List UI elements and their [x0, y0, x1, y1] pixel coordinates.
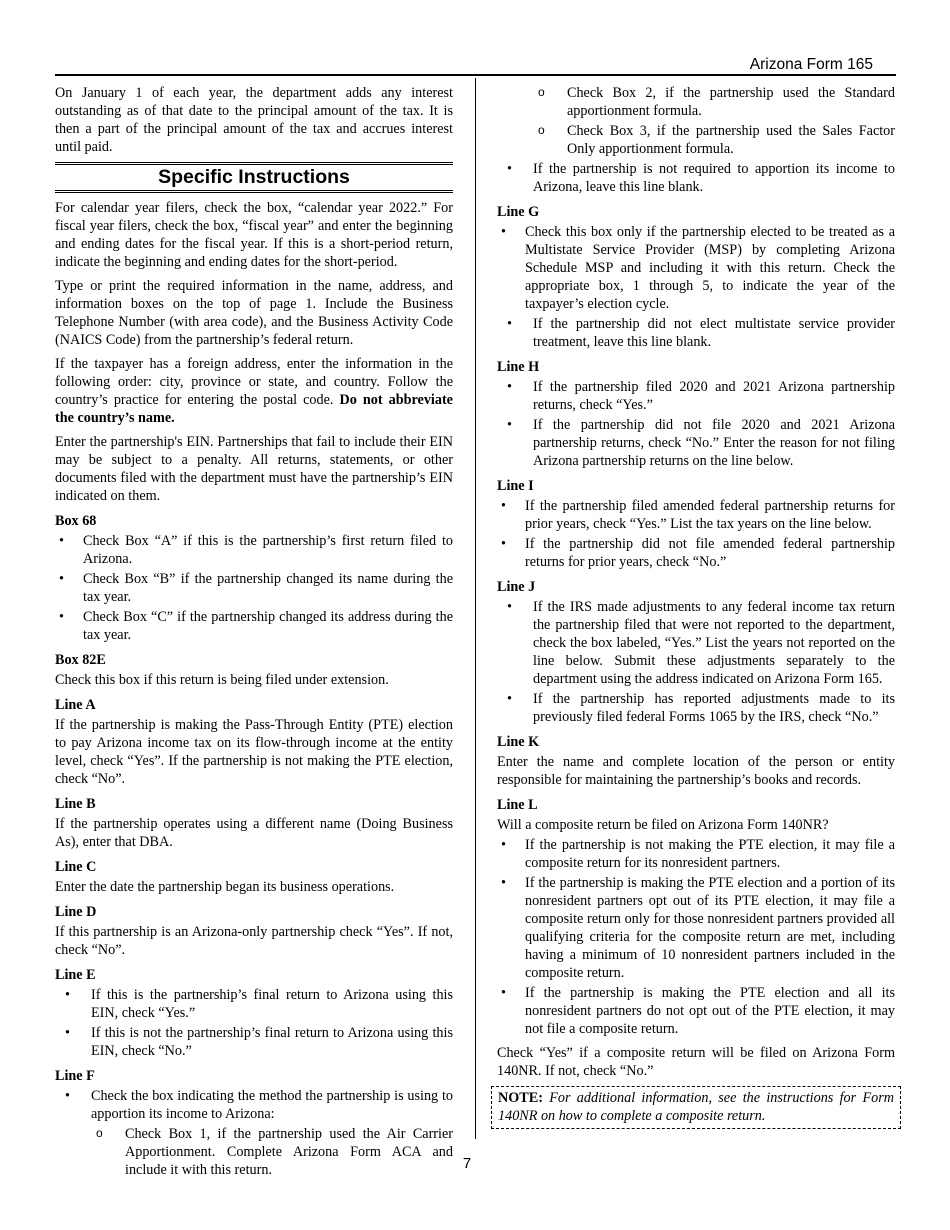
- list-item: • If the partnership is not making the PTE election, it may file a composite return for its nonresident partners.: [497, 836, 895, 872]
- line-l-closing: Check “Yes” if a composite return will be filed on Arizona Form 140NR. If not, check “No.”: [497, 1045, 895, 1079]
- line-l-heading: Line L: [497, 797, 538, 813]
- list-item: • If the partnership is not required to apportion its income to Arizona, leave this line blank.: [497, 160, 895, 196]
- line-c-text: Enter the date the partnership began its business operations.: [55, 879, 395, 895]
- list-item: • If the partnership did not elect multistate service provider treatment, leave this line blank.: [497, 315, 895, 351]
- note-label: NOTE:: [498, 1090, 543, 1106]
- list-item: • If the partnership filed amended federal partnership returns for prior years, check “Yes.” List the tax years on the line below.: [497, 497, 895, 533]
- column-divider: [475, 78, 476, 1139]
- calendar-year-paragraph: For calendar year filers, check the box, “calendar year 2022.” For fiscal year filers, check the box, “fiscal year” and enter the beginning and ending dates for the fiscal year. If this is a short-period return, indicate the beginning and ending dates for the short-period.: [55, 200, 453, 270]
- list-item: • If this is the partnership’s final return to Arizona using this EIN, check “Yes.”: [55, 986, 453, 1022]
- page-number: 7: [462, 1155, 472, 1172]
- line-b-heading: Line B: [55, 796, 96, 812]
- foreign-address-paragraph: [55, 355, 453, 427]
- line-h-heading: Line H: [497, 359, 540, 375]
- ein-paragraph: Enter the partnership's EIN. Partnerships that fail to include their EIN may be subject to a penalty. All returns, statements, or other documents filed with the department must have the partnership’s EIN indicated on them.: [55, 434, 453, 504]
- line-j-heading: Line J: [497, 579, 536, 595]
- list-item: • If the IRS made adjustments to any federal income tax return the partnership filed that were not reported to the department, check the box labeled, “Yes.” List the years not reported on the line below. Submit these adjustments separately to the department using the address indicated on Arizona Form 165.: [497, 598, 895, 688]
- line-a-text: If the partnership is making the Pass-Through Entity (PTE) election to pay Arizona income tax on its flow-through income at the entity level, check “Yes”. If the partnership is not making the PTE election, check “No”.: [55, 717, 453, 787]
- line-l-intro: Will a composite return be filed on Arizona Form 140NR?: [497, 817, 829, 833]
- form-title: Arizona Form 165: [749, 56, 873, 73]
- sub-list-item: o Check Box 1, if the partnership used the Air Carrier Apportionment. Complete Arizona Form ACA and include it with this return.: [55, 1125, 453, 1179]
- box68-heading: Box 68: [55, 513, 97, 529]
- box82e-heading: Box 82E: [55, 652, 106, 668]
- list-item: • If the partnership has reported adjustments made to its previously filed federal Forms 1065 by the IRS, check “No.”: [497, 690, 895, 726]
- list-item: • If the partnership is making the PTE election and all its nonresident partners do not opt out of the PTE election, it may not file a composite return.: [497, 984, 895, 1038]
- line-d-heading: Line D: [55, 904, 97, 920]
- foreign-address-text: If the taxpayer has a foreign address, enter the information in the following order: city, province or state, and country. Follow the country’s practice for entering the postal code.: [55, 356, 453, 408]
- section-title: Specific Instructions: [55, 162, 453, 193]
- line-e-heading: Line E: [55, 967, 96, 983]
- line-f-heading: Line F: [55, 1068, 95, 1084]
- sub-list-item: o Check Box 3, if the partnership used the Sales Factor Only apportionment formula.: [497, 122, 895, 158]
- line-b-text: If the partnership operates using a different name (Doing Business As), enter that DBA.: [55, 816, 453, 850]
- foreign-address-bold: Do not abbreviate the country’s name.: [55, 392, 453, 426]
- sub-list-item: o Check Box 2, if the partnership used the Standard apportionment formula.: [497, 84, 895, 120]
- list-item: • Check Box “B” if the partnership changed its name during the tax year.: [55, 570, 453, 606]
- line-k-heading: Line K: [497, 734, 540, 750]
- interest-paragraph: On January 1 of each year, the department adds any interest outstanding as of that date to the principal amount of the tax. It is then a part of the principal amount of the tax and accrues interest until paid.: [55, 85, 453, 155]
- list-item: • Check this box only if the partnership elected to be treated as a Multistate Service Provider (MSP) by completing Arizona Schedule MSP and including it with this return. Check the appropriate box, 1 through 5, to indicate the year of the taxpayer’s election cycle.: [497, 223, 895, 313]
- line-i-heading: Line I: [497, 478, 534, 494]
- list-item: • Check the box indicating the method the partnership is using to apportion its income to Arizona:: [55, 1087, 453, 1123]
- line-k-text: Enter the name and complete location of the person or entity responsible for maintaining the partnership’s books and records.: [497, 754, 895, 788]
- list-item: • If the partnership did not file amended federal partnership returns for prior years, check “No.”: [497, 535, 895, 571]
- list-item: • If the partnership is making the PTE election and a portion of its nonresident partners opt out of its PTE election, it may file a composite return only for those nonresident partners provided all qualifying criteria for the composite return are met, including having a minimum of 10 nonresident partners included in the composite return.: [497, 874, 895, 982]
- list-item: • If the partnership did not file 2020 and 2021 Arizona partnership returns, check “No.” Enter the reason for not filing Arizona partnership returns on the line below.: [497, 416, 895, 470]
- note-box: [491, 1086, 901, 1129]
- left-column: [55, 84, 453, 1181]
- list-item: • If this is not the partnership’s final return to Arizona using this EIN, check “No.”: [55, 1024, 453, 1060]
- list-item: • If the partnership filed 2020 and 2021 Arizona partnership returns, check “Yes.”: [497, 378, 895, 414]
- header-rule: [55, 74, 896, 76]
- line-g-heading: Line G: [497, 204, 540, 220]
- name-address-paragraph: Type or print the required information in the name, address, and information boxes on the top of page 1. Include the Business Telephone Number (with area code), and the Business Activity Code (NAICS Code) from the partnership’s federal return.: [55, 278, 453, 348]
- box82e-text: Check this box if this return is being filed under extension.: [55, 672, 389, 688]
- line-d-text: If this partnership is an Arizona-only partnership check “Yes”. If not, check “No”.: [55, 924, 453, 958]
- note-text: For additional information, see the instructions for Form 140NR on how to complete a composite return.: [498, 1090, 894, 1124]
- list-item: • Check Box “A” if this is the partnership’s first return filed to Arizona.: [55, 532, 453, 568]
- line-a-heading: Line A: [55, 697, 96, 713]
- line-c-heading: Line C: [55, 859, 97, 875]
- right-column: [497, 84, 895, 1129]
- list-item: • Check Box “C” if the partnership changed its address during the tax year.: [55, 608, 453, 644]
